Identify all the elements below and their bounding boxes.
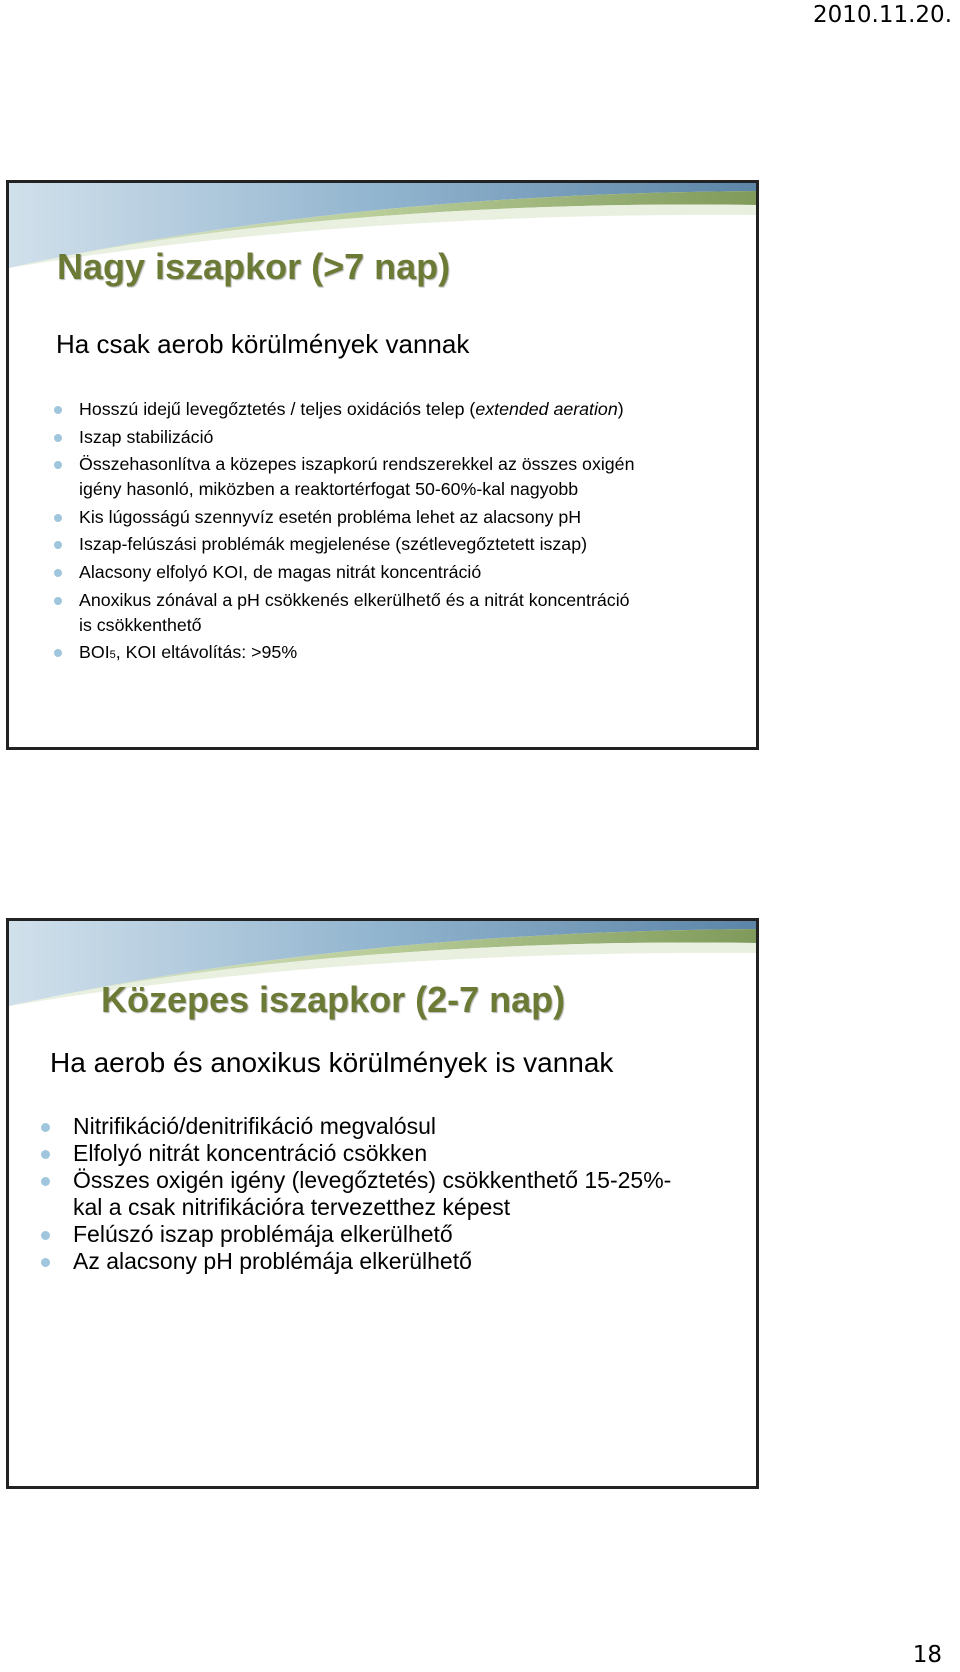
- bullet-text: Kis lúgosságú szennyvíz esetén probléma lehet az alacsony pH: [79, 506, 582, 527]
- bullet-icon: [54, 406, 62, 414]
- slide-1: [6, 180, 759, 750]
- bullet-text: Elfolyó nitrát koncentráció csökken: [73, 1140, 428, 1166]
- bullet-icon: [54, 649, 62, 657]
- bullet-text: kal a csak nitrifikációra tervezetthez képest: [73, 1194, 511, 1220]
- bullet-item: [79, 505, 739, 530]
- bullet-icon: [54, 461, 62, 469]
- bullet-text: Iszap stabilizáció: [79, 426, 214, 447]
- slide-2-title: Közepes iszapkor (2-7 nap): [101, 979, 566, 1020]
- bullet-text: Hosszú idejű levegőztetés / teljes oxidációs telep (: [79, 399, 476, 419]
- bullet-subscript: 5: [109, 649, 116, 662]
- bullet-text: is csökkenthető: [79, 614, 202, 635]
- bullet-item: [79, 560, 739, 585]
- bullet-text: Felúszó iszap problémája elkerülhető: [73, 1221, 453, 1247]
- bullet-item: [79, 452, 739, 502]
- bullet-icon: [41, 1231, 50, 1240]
- bullet-icon: [41, 1150, 50, 1159]
- page-number: 18: [912, 1642, 942, 1668]
- bullet-text: Iszap-felúszási problémák megjelenése (szétlevegőztetett iszap): [79, 534, 587, 555]
- bullet-icon: [54, 569, 62, 577]
- bullet-text: igény hasonló, miközben a reaktortérfogat 50-60%-kal nagyobb: [79, 479, 579, 500]
- bullet-item: [79, 640, 739, 668]
- bullet-text-italic: extended aeration: [475, 399, 618, 419]
- bullet-text: ): [617, 399, 624, 419]
- bullet-text: Alacsony elfolyó KOI, de magas nitrát koncentráció: [79, 561, 482, 582]
- page-date: 2010.11.20.: [813, 2, 952, 28]
- bullet-item: [73, 1167, 733, 1221]
- bullet-icon: [54, 514, 62, 522]
- bullet-item: [79, 397, 739, 422]
- bullet-text: Összehasonlítva a közepes iszapkorú rendszerekkel az összes oxigén: [79, 454, 635, 475]
- slide-2-bullet-list: [73, 1113, 733, 1275]
- slide-2-subtitle: Ha aerob és anoxikus körülmények is vannak: [50, 1047, 614, 1078]
- slide-1-bullet-list: [79, 397, 739, 671]
- bullet-text: , KOI eltávolítás: >95%: [115, 642, 298, 663]
- bullet-item: [79, 425, 739, 450]
- bullet-item: [79, 588, 739, 638]
- bullet-item: [79, 532, 739, 557]
- slide-2: [6, 918, 759, 1489]
- bullet-item: [73, 1221, 733, 1248]
- bullet-icon: [54, 434, 62, 442]
- bullet-icon: [41, 1177, 50, 1186]
- bullet-item: [73, 1140, 733, 1167]
- bullet-text: Anoxikus zónával a pH csökkenés elkerülhető és a nitrát koncentráció: [79, 589, 630, 610]
- bullet-text: BOI: [79, 642, 110, 663]
- bullet-text: Összes oxigén igény (levegőztetés) csökkenthető 15-25%-: [73, 1167, 672, 1193]
- bullet-icon: [54, 597, 62, 605]
- bullet-text: Az alacsony pH problémája elkerülhető: [73, 1248, 472, 1274]
- bullet-item: [73, 1113, 733, 1140]
- slide-1-subtitle: Ha csak aerob körülmények vannak: [56, 329, 470, 359]
- bullet-icon: [54, 541, 62, 549]
- bullet-text: Nitrifikáció/denitrifikáció megvalósul: [73, 1113, 437, 1139]
- slide-1-title: Nagy iszapkor (>7 nap): [57, 246, 451, 287]
- bullet-icon: [41, 1258, 50, 1267]
- bullet-item: [73, 1248, 733, 1275]
- bullet-icon: [41, 1123, 50, 1132]
